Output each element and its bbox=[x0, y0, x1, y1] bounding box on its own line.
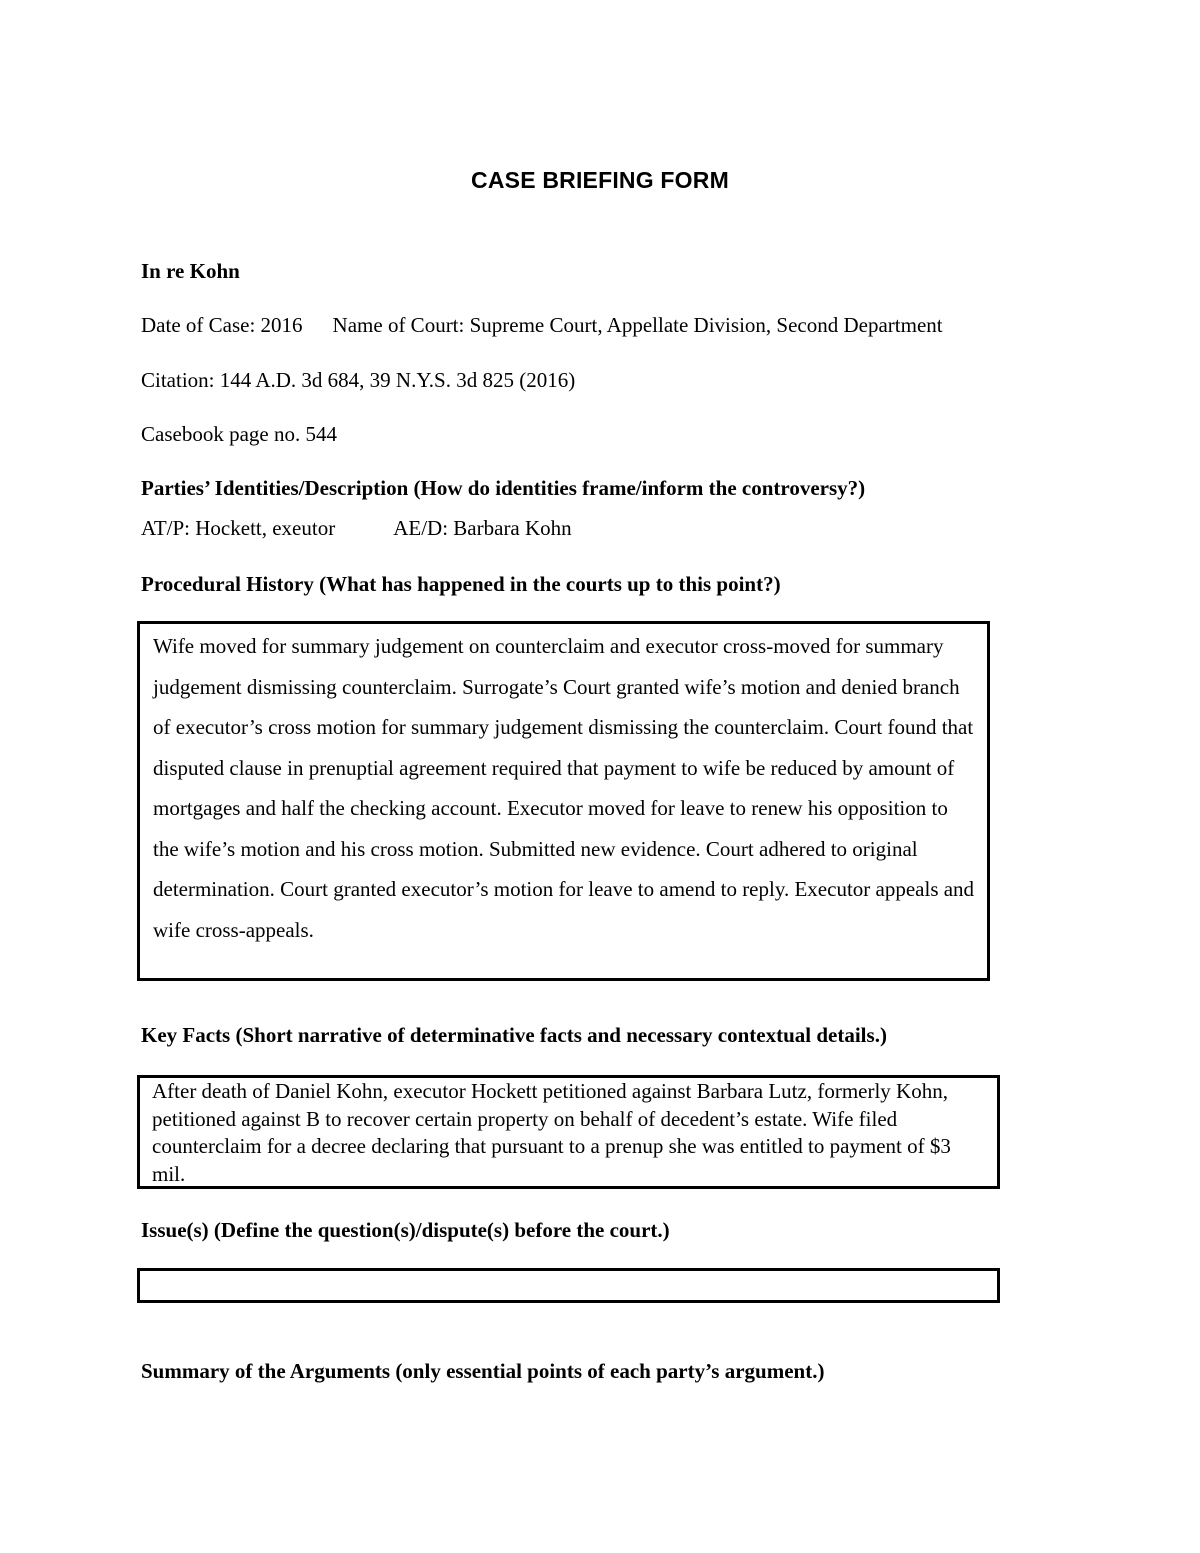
date-court-row bbox=[141, 312, 943, 338]
court-name: Name of Court: Supreme Court, Appellate Division, Second Department bbox=[332, 313, 943, 337]
parties-row bbox=[141, 515, 572, 541]
procedural-history-heading: Procedural History (What has happened in the courts up to this point?) bbox=[141, 572, 781, 596]
key-facts-box[interactable] bbox=[137, 1075, 1000, 1189]
parties-heading: Parties’ Identities/Description (How do identities frame/inform the controversy?) bbox=[141, 476, 866, 500]
appellant-party: AT/P: Hockett, exeutor bbox=[141, 516, 336, 540]
issues-heading: Issue(s) (Define the question(s)/dispute(s) before the court.) bbox=[141, 1218, 670, 1242]
casebook-page: Casebook page no. 544 bbox=[141, 422, 337, 446]
case-name: In re Kohn bbox=[141, 259, 240, 283]
arguments-heading: Summary of the Arguments (only essential points of each party’s argument.) bbox=[141, 1359, 825, 1383]
procedural-history-box[interactable] bbox=[137, 621, 990, 981]
appellee-party: AE/D: Barbara Kohn bbox=[393, 516, 572, 540]
key-facts-text: After death of Daniel Kohn, executor Hockett petitioned against Barbara Lutz, formerly Kohn, petitioned against B to recover certain property on behalf of decedent’s estate. Wife filed counterclaim for a decree declaring that pursuant to a prenup she was entitled to payment of $3 mil. bbox=[152, 1079, 951, 1186]
citation: Citation: 144 A.D. 3d 684, 39 N.Y.S. 3d 825 (2016) bbox=[141, 368, 576, 392]
procedural-history-text: Wife moved for summary judgement on counterclaim and executor cross-moved for summary judgement dismissing counterclaim. Surrogate’s Court granted wife’s motion and denied branch of executor’s cross motion for summary judgement dismissing the counterclaim. Court found that disputed clause in prenuptial agreement required that payment to wife be reduced by amount of mortgages and half the checking account. Executor moved for leave to renew his opposition to the wife’s motion and his cross motion. Submitted new evidence. Court adhered to original determination. Court granted executor’s motion for leave to amend to reply. Executor appeals and wife cross-appeals. bbox=[153, 634, 975, 942]
page-title: CASE BRIEFING FORM bbox=[471, 167, 729, 193]
date-of-case: Date of Case: 2016 bbox=[141, 313, 303, 337]
issues-box[interactable] bbox=[137, 1268, 1000, 1303]
key-facts-heading: Key Facts (Short narrative of determinative facts and necessary contextual details.) bbox=[141, 1023, 887, 1047]
